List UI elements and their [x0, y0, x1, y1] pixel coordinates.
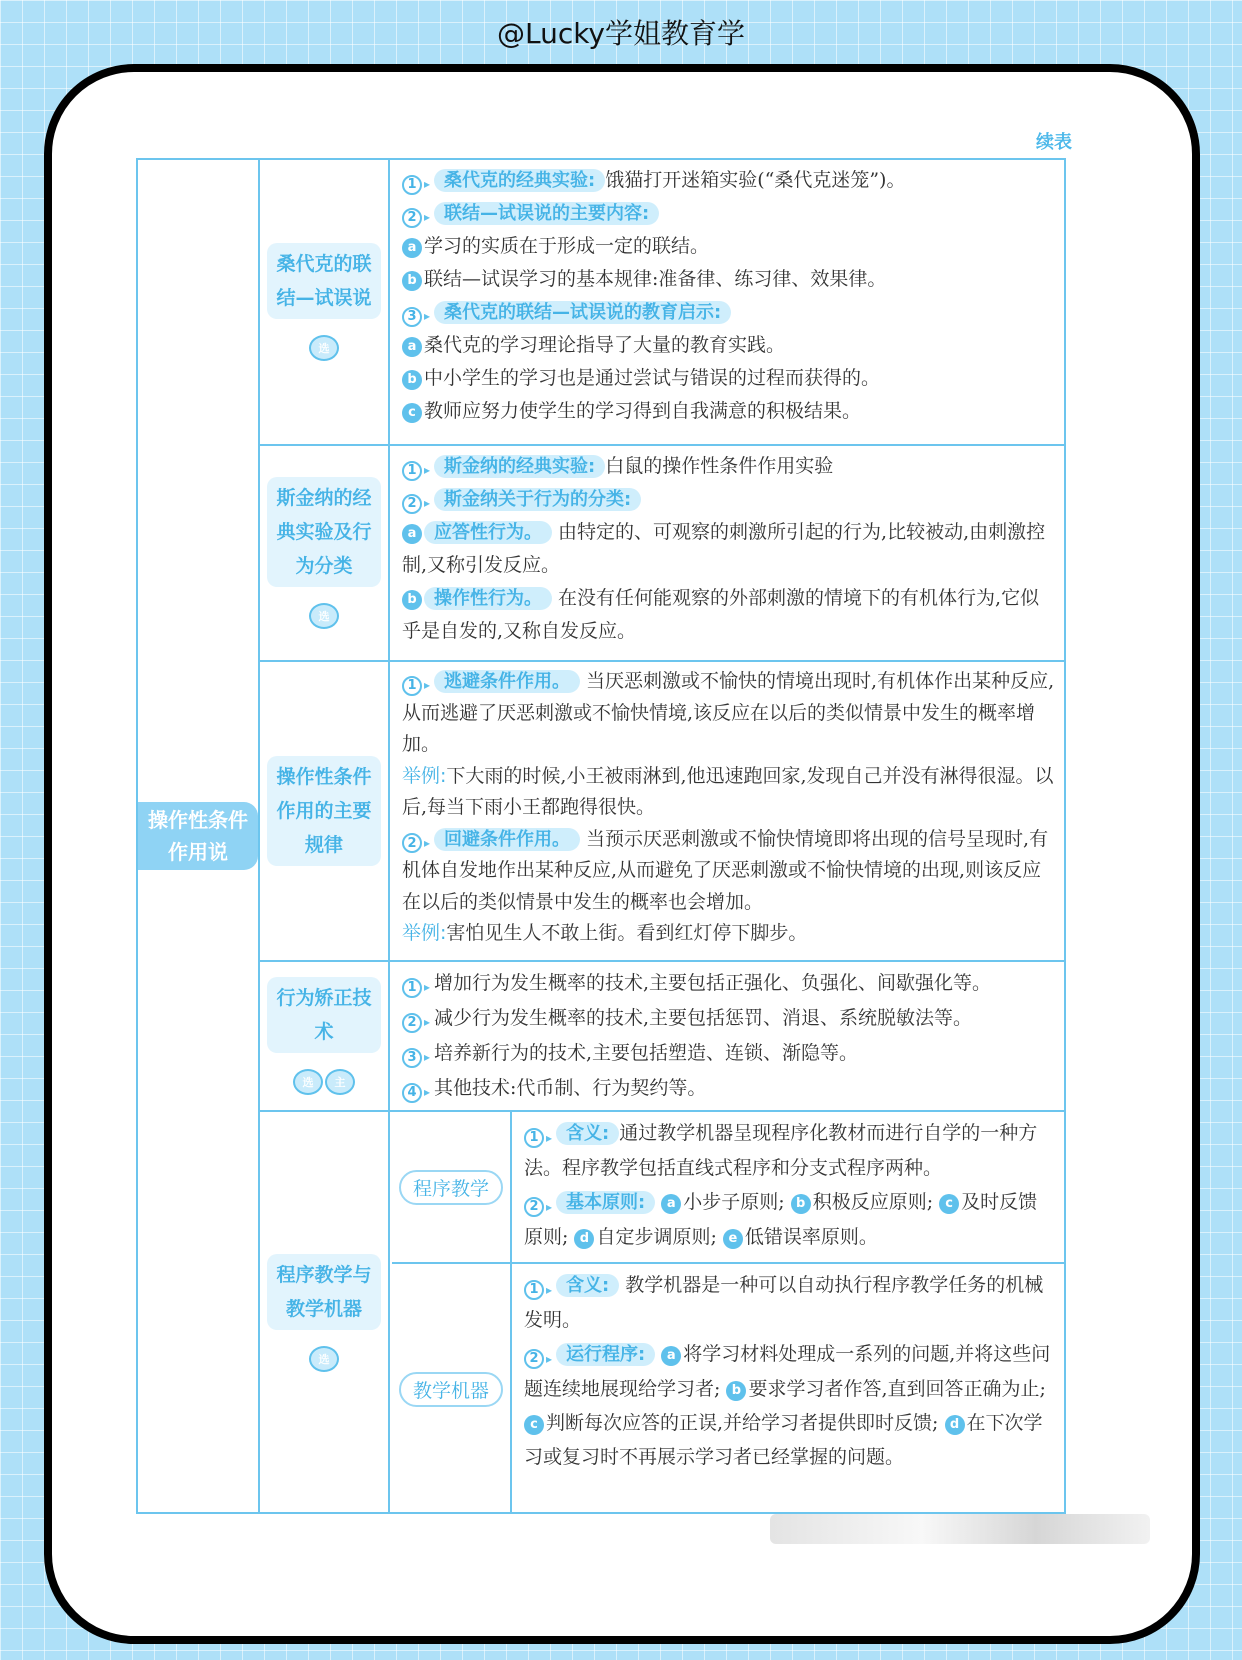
- content-text: 学习的实质在于形成一定的联结。: [424, 235, 710, 257]
- number-2-icon: 2 ▸: [402, 833, 422, 853]
- content-text: 小步子原则;: [683, 1191, 785, 1213]
- letter-c-icon: c: [524, 1415, 544, 1435]
- content-text: 要求学习者作答,直到回答正确为止;: [748, 1378, 1046, 1400]
- example-text: 下大雨的时候,小王被雨淋到,他迅速跑回家,发现自己并没有淋得很湿。以后,每当下雨小王都跑得很快。: [402, 764, 1054, 818]
- content-text: 桑代克的学习理论指导了大量的教育实践。: [424, 334, 786, 356]
- tag-zhu-icon: 主: [325, 1069, 355, 1095]
- example-label: 举例:: [402, 922, 447, 944]
- author-handle: @Lucky学姐教育学: [496, 17, 746, 50]
- section-behavior-modification: [260, 962, 1064, 1112]
- tag-group: [309, 335, 339, 361]
- content-text: 将学习材料处理成一系列的问题,并将这些问题连续地展现给学习者;: [524, 1343, 1051, 1400]
- highlight-label: 斯金纳的经典实验:: [434, 455, 605, 478]
- section-thorndike: [260, 160, 1064, 446]
- content-text: 教学机器是一种可以自动执行程序教学任务的机械发明。: [524, 1274, 1044, 1331]
- section-main-rules: [260, 662, 1064, 962]
- section-content: [392, 446, 1064, 660]
- content-text: 减少行为发生概率的技术,主要包括惩罚、消退、系统脱敏法等。: [434, 1007, 973, 1029]
- letter-a-icon: a: [402, 337, 422, 357]
- section-content: [392, 662, 1064, 960]
- number-1-icon: 1 ▸: [402, 978, 422, 998]
- level1-column: [138, 160, 260, 1512]
- number-1-icon: 1 ▸: [524, 1280, 544, 1300]
- highlight-label: 联结—试误说的主要内容:: [434, 202, 659, 225]
- content-text: 在下次学习或复习时不再展示学习者已经掌握的问题。: [524, 1412, 1043, 1468]
- tag-group: [293, 1069, 355, 1095]
- level1-label: 操作性条件作用说: [138, 802, 258, 870]
- highlight-label: 回避条件作用。: [434, 828, 580, 851]
- letter-e-icon: e: [723, 1229, 743, 1249]
- tag-group: [309, 603, 339, 629]
- section-heading-cell: [260, 1112, 390, 1514]
- letter-b-icon: b: [402, 271, 422, 291]
- tag-xuan-icon: 选: [309, 335, 339, 361]
- letter-a-icon: a: [661, 1346, 681, 1366]
- number-2-icon: 2 ▸: [524, 1197, 544, 1217]
- section-heading-cell: [260, 662, 390, 960]
- highlight-label: 斯金纳关于行为的分类:: [434, 488, 641, 511]
- letter-b-icon: b: [402, 590, 422, 610]
- section-title: 行为矫正技术: [267, 977, 381, 1053]
- number-2-icon: 2 ▸: [524, 1349, 544, 1369]
- content-text: 在没有任何能观察的外部刺激的情境下的有机体行为,它似乎是自发的,又称自发反应。: [402, 587, 1040, 642]
- number-1-icon: 1 ▸: [524, 1128, 544, 1148]
- content-text: 其他技术:代币制、行为契约等。: [434, 1077, 707, 1099]
- tag-xuan-icon: 选: [309, 603, 339, 629]
- section-title: 桑代克的联结—试误说: [267, 243, 381, 319]
- content-text: 白鼠的操作性条件作用实验: [605, 455, 834, 477]
- letter-a-icon: a: [661, 1194, 681, 1214]
- highlight-label: 含义:: [556, 1122, 619, 1145]
- section-content: [392, 160, 1064, 444]
- number-3-icon: 3 ▸: [402, 1048, 422, 1068]
- letter-a-icon: a: [402, 524, 422, 544]
- subsection-programmed-teaching: 程序教学: [399, 1170, 503, 1205]
- subsection-teaching-machine: 教学机器: [399, 1372, 503, 1407]
- number-2-icon: 2 ▸: [402, 1013, 422, 1033]
- letter-b-icon: b: [726, 1381, 746, 1401]
- content-text: 增加行为发生概率的技术,主要包括正强化、负强化、间歇强化等。: [434, 972, 992, 994]
- highlight-label: 操作性行为。: [424, 587, 552, 610]
- tag-xuan-icon: 选: [293, 1069, 323, 1095]
- content-text: 培养新行为的技术,主要包括塑造、连锁、渐隐等。: [434, 1042, 859, 1064]
- content-text: 教师应努力使学生的学习得到自我满意的积极结果。: [424, 400, 862, 422]
- letter-c-icon: c: [939, 1194, 959, 1214]
- highlight-label: 含义:: [556, 1274, 619, 1297]
- section-title: 斯金纳的经典实验及行为分类: [267, 477, 381, 587]
- highlight-label: 基本原则:: [556, 1191, 655, 1214]
- section-title: 操作性条件作用的主要规律: [267, 756, 381, 866]
- section-heading-cell: [260, 160, 390, 444]
- tag-group: [309, 1346, 339, 1372]
- content-text: 联结—试误学习的基本规律:准备律、练习律、效果律。: [424, 268, 887, 290]
- content-text: 自定步调原则;: [596, 1226, 717, 1248]
- content-text: 当预示厌恶刺激或不愉快情境即将出现的信号呈现时,有机体自发地作出某种反应,从而避免了厌恶刺激或不愉快情境的出现,则该反应在以后的类似情景中发生的概率也会增加。: [402, 827, 1049, 913]
- number-3-icon: 3 ▸: [402, 307, 422, 327]
- subsection-heading-cell: [392, 1112, 512, 1262]
- content-text: 中小学生的学习也是通过尝试与错误的过程而获得的。: [424, 367, 881, 389]
- letter-d-icon: d: [574, 1229, 594, 1249]
- section-skinner-experiment: [260, 446, 1064, 662]
- tag-xuan-icon: 选: [309, 1346, 339, 1372]
- letter-b-icon: b: [402, 370, 422, 390]
- subsection-content: [514, 1112, 1064, 1262]
- section-programmed-instruction: [260, 1112, 1064, 1514]
- number-1-icon: 1 ▸: [402, 461, 422, 481]
- subsection-content: [514, 1264, 1064, 1514]
- highlight-label: 逃避条件作用。: [434, 670, 580, 693]
- number-2-icon: 2 ▸: [402, 494, 422, 514]
- continued-table-label: 续表: [1036, 132, 1072, 153]
- content-text: 积极反应原则;: [812, 1191, 934, 1213]
- number-1-icon: 1 ▸: [402, 175, 422, 195]
- section-content: [392, 962, 1064, 1110]
- section-heading-cell: [260, 446, 390, 660]
- letter-a-icon: a: [402, 238, 422, 258]
- letter-c-icon: c: [402, 403, 422, 423]
- letter-b-icon: b: [791, 1194, 811, 1214]
- highlight-label: 应答性行为。: [424, 521, 552, 544]
- highlight-label: 桑代克的联结—试误说的教育启示:: [434, 301, 731, 324]
- number-4-icon: 4 ▸: [402, 1083, 422, 1103]
- subsection-heading-cell: [392, 1264, 512, 1514]
- example-label: 举例:: [402, 764, 447, 787]
- knowledge-table: [136, 158, 1066, 1514]
- letter-d-icon: d: [945, 1415, 965, 1435]
- content-text: 低错误率原则。: [744, 1226, 878, 1248]
- content-text: 及时反馈原则;: [524, 1191, 1038, 1248]
- blurred-watermark-bar: [770, 1514, 1150, 1544]
- content-card: [44, 64, 1200, 1644]
- content-text: 饿猫打开迷箱实验(“桑代克迷笼”)。: [605, 169, 906, 191]
- content-text: 通过教学机器呈现程序化教材而进行自学的一种方法。程序教学包括直线式程序和分支式程序两种。: [524, 1122, 1038, 1179]
- section-heading-cell: [260, 962, 390, 1110]
- section-title: 程序教学与教学机器: [267, 1254, 381, 1330]
- content-text: 由特定的、可观察的刺激所引起的行为,比较被动,由刺激控制,又称引发反应。: [402, 521, 1046, 576]
- content-text: 判断每次应答的正误,并给学习者提供即时反馈;: [546, 1412, 939, 1434]
- content-text: 当厌恶刺激或不愉快的情境出现时,有机体作出某种反应,从而逃避了厌恶刺激或不愉快情境,该反应在以后的类似情景中发生的概率增加。: [402, 670, 1055, 755]
- highlight-label: 运行程序:: [556, 1343, 655, 1366]
- highlight-label: 桑代克的经典实验:: [434, 169, 605, 192]
- number-1-icon: 1 ▸: [402, 676, 422, 696]
- example-text: 害怕见生人不敢上街。看到红灯停下脚步。: [446, 922, 808, 944]
- number-2-icon: 2 ▸: [402, 208, 422, 228]
